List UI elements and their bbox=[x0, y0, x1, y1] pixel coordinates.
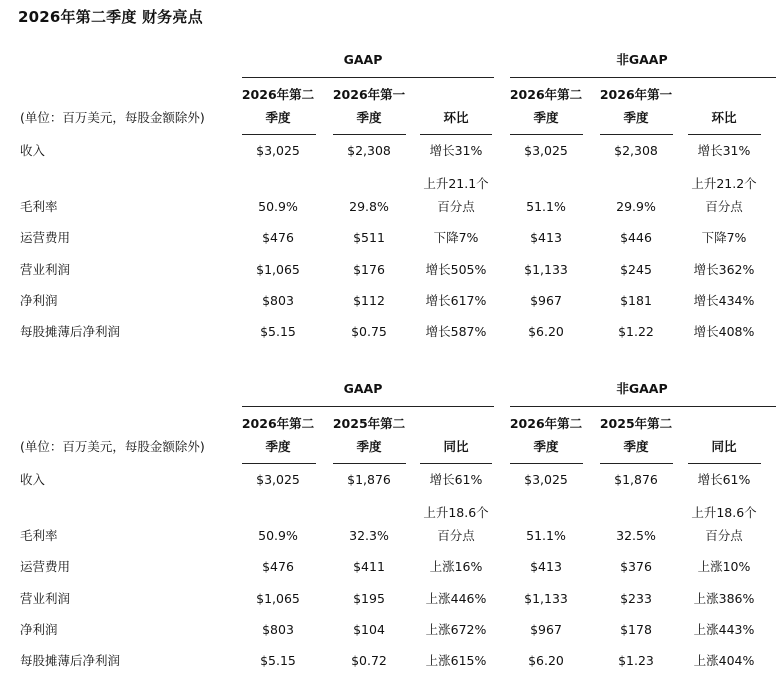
cell-value: $803 bbox=[262, 293, 294, 308]
change-value: 增长587% bbox=[425, 324, 487, 339]
gaap-header: GAAP bbox=[343, 52, 383, 67]
nongaap-header-rule bbox=[510, 406, 776, 407]
row-label: 运营费用 bbox=[20, 230, 71, 245]
change-value: 百分点 bbox=[437, 199, 475, 214]
cell-value: 51.1% bbox=[526, 528, 566, 543]
change-value: 上涨446% bbox=[425, 591, 487, 606]
change-value: 百分点 bbox=[437, 528, 475, 543]
column-header-line1: 2026年第二 bbox=[241, 416, 315, 431]
nongaap-header: 非GAAP bbox=[616, 381, 668, 396]
cell-value: $181 bbox=[620, 293, 652, 308]
cell-value: 29.9% bbox=[616, 199, 656, 214]
cell-value: $1,065 bbox=[256, 591, 300, 606]
cell-value: $413 bbox=[530, 559, 562, 574]
column-header-rule bbox=[420, 463, 492, 464]
cell-value: $3,025 bbox=[256, 472, 300, 487]
cell-value: $104 bbox=[353, 622, 385, 637]
cell-value: $413 bbox=[530, 230, 562, 245]
column-header-line1: 2026年第一 bbox=[599, 87, 673, 102]
row-label: 每股摊薄后净利润 bbox=[20, 324, 121, 339]
page-title: 2026年第二季度 财务亮点 bbox=[18, 8, 203, 26]
change-value: 增长617% bbox=[425, 293, 487, 308]
column-header-line1: 2026年第二 bbox=[509, 87, 583, 102]
column-header-line1: 2026年第二 bbox=[509, 416, 583, 431]
gaap-header-rule bbox=[242, 77, 494, 78]
change-value: 增长362% bbox=[693, 262, 755, 277]
column-header-line2: 环比 bbox=[443, 110, 469, 125]
cell-value: $967 bbox=[530, 622, 562, 637]
cell-value: $411 bbox=[353, 559, 385, 574]
unit-label: (单位：百万美元，每股金额除外) bbox=[20, 439, 205, 454]
change-value: 增长408% bbox=[693, 324, 755, 339]
cell-value: 51.1% bbox=[526, 199, 566, 214]
column-header-line2: 环比 bbox=[711, 110, 737, 125]
change-value: 百分点 bbox=[705, 199, 743, 214]
cell-value: $2,308 bbox=[347, 143, 391, 158]
cell-value: $1,065 bbox=[256, 262, 300, 277]
column-header-rule bbox=[420, 134, 492, 135]
column-header-line1: 2026年第二 bbox=[241, 87, 315, 102]
cell-value: $511 bbox=[353, 230, 385, 245]
row-label: 每股摊薄后净利润 bbox=[20, 653, 121, 668]
cell-value: $476 bbox=[262, 230, 294, 245]
cell-value: $112 bbox=[353, 293, 385, 308]
column-header-rule bbox=[600, 134, 673, 135]
cell-value: $6.20 bbox=[528, 324, 564, 339]
column-header-line2: 同比 bbox=[443, 439, 469, 454]
cell-value: $803 bbox=[262, 622, 294, 637]
cell-value: $1,876 bbox=[347, 472, 391, 487]
unit-label: (单位：百万美元，每股金额除外) bbox=[20, 110, 205, 125]
column-header-rule bbox=[688, 134, 761, 135]
column-header-rule bbox=[333, 463, 406, 464]
column-header-line2: 季度 bbox=[533, 110, 559, 125]
cell-value: 29.8% bbox=[349, 199, 389, 214]
cell-value: $178 bbox=[620, 622, 652, 637]
change-value: 下降7% bbox=[433, 230, 479, 245]
cell-value: $967 bbox=[530, 293, 562, 308]
column-header-line2: 季度 bbox=[623, 439, 649, 454]
row-label: 毛利率 bbox=[20, 199, 58, 214]
cell-value: $5.15 bbox=[260, 324, 296, 339]
change-value: 增长505% bbox=[425, 262, 487, 277]
column-header-line2: 季度 bbox=[356, 110, 382, 125]
cell-value: $0.72 bbox=[351, 653, 387, 668]
cell-value: $2,308 bbox=[614, 143, 658, 158]
row-label: 营业利润 bbox=[20, 262, 71, 277]
change-value: 增长31% bbox=[697, 143, 751, 158]
column-header-line2: 季度 bbox=[265, 439, 291, 454]
cell-value: $245 bbox=[620, 262, 652, 277]
cell-value: 50.9% bbox=[258, 199, 298, 214]
cell-value: $476 bbox=[262, 559, 294, 574]
change-value: 上涨615% bbox=[425, 653, 487, 668]
change-value: 百分点 bbox=[705, 528, 743, 543]
change-value: 增长434% bbox=[693, 293, 755, 308]
column-header-rule bbox=[510, 463, 583, 464]
cell-value: 32.3% bbox=[349, 528, 389, 543]
column-header-rule bbox=[688, 463, 761, 464]
cell-value: 50.9% bbox=[258, 528, 298, 543]
cell-value: $3,025 bbox=[524, 472, 568, 487]
column-header-rule bbox=[242, 134, 316, 135]
column-header-line2: 季度 bbox=[265, 110, 291, 125]
nongaap-header: 非GAAP bbox=[616, 52, 668, 67]
cell-value: $1,133 bbox=[524, 591, 568, 606]
cell-value: $3,025 bbox=[524, 143, 568, 158]
column-header-rule bbox=[510, 134, 583, 135]
column-header-rule bbox=[600, 463, 673, 464]
row-label: 运营费用 bbox=[20, 559, 71, 574]
column-header-line1: 2025年第二 bbox=[332, 416, 406, 431]
cell-value: $233 bbox=[620, 591, 652, 606]
cell-value: $1.22 bbox=[618, 324, 654, 339]
change-value: 上涨10% bbox=[697, 559, 751, 574]
change-value: 增长61% bbox=[429, 472, 483, 487]
change-value: 增长61% bbox=[697, 472, 751, 487]
change-value: 上涨404% bbox=[693, 653, 755, 668]
change-value: 上升21.2个 bbox=[691, 176, 757, 191]
cell-value: $5.15 bbox=[260, 653, 296, 668]
cell-value: $1,133 bbox=[524, 262, 568, 277]
change-value: 上涨16% bbox=[429, 559, 483, 574]
cell-value: $0.75 bbox=[351, 324, 387, 339]
cell-value: $176 bbox=[353, 262, 385, 277]
cell-value: 32.5% bbox=[616, 528, 656, 543]
row-label: 收入 bbox=[20, 472, 46, 487]
nongaap-header-rule bbox=[510, 77, 776, 78]
column-header-line2: 季度 bbox=[356, 439, 382, 454]
cell-value: $6.20 bbox=[528, 653, 564, 668]
row-label: 净利润 bbox=[20, 293, 58, 308]
column-header-line2: 季度 bbox=[533, 439, 559, 454]
cell-value: $446 bbox=[620, 230, 652, 245]
change-value: 增长31% bbox=[429, 143, 483, 158]
column-header-line2: 同比 bbox=[711, 439, 737, 454]
column-header-line2: 季度 bbox=[623, 110, 649, 125]
change-value: 上涨672% bbox=[425, 622, 487, 637]
column-header-line1: 2026年第一 bbox=[332, 87, 406, 102]
cell-value: $1.23 bbox=[618, 653, 654, 668]
change-value: 上升21.1个 bbox=[423, 176, 489, 191]
cell-value: $1,876 bbox=[614, 472, 658, 487]
cell-value: $3,025 bbox=[256, 143, 300, 158]
change-value: 上涨386% bbox=[693, 591, 755, 606]
column-header-rule bbox=[242, 463, 316, 464]
change-value: 下降7% bbox=[701, 230, 747, 245]
cell-value: $376 bbox=[620, 559, 652, 574]
row-label: 收入 bbox=[20, 143, 46, 158]
row-label: 净利润 bbox=[20, 622, 58, 637]
column-header-rule bbox=[333, 134, 406, 135]
gaap-header-rule bbox=[242, 406, 494, 407]
row-label: 毛利率 bbox=[20, 528, 58, 543]
change-value: 上升18.6个 bbox=[423, 505, 489, 520]
column-header-line1: 2025年第二 bbox=[599, 416, 673, 431]
row-label: 营业利润 bbox=[20, 591, 71, 606]
change-value: 上涨443% bbox=[693, 622, 755, 637]
cell-value: $195 bbox=[353, 591, 385, 606]
change-value: 上升18.6个 bbox=[691, 505, 757, 520]
gaap-header: GAAP bbox=[343, 381, 383, 396]
